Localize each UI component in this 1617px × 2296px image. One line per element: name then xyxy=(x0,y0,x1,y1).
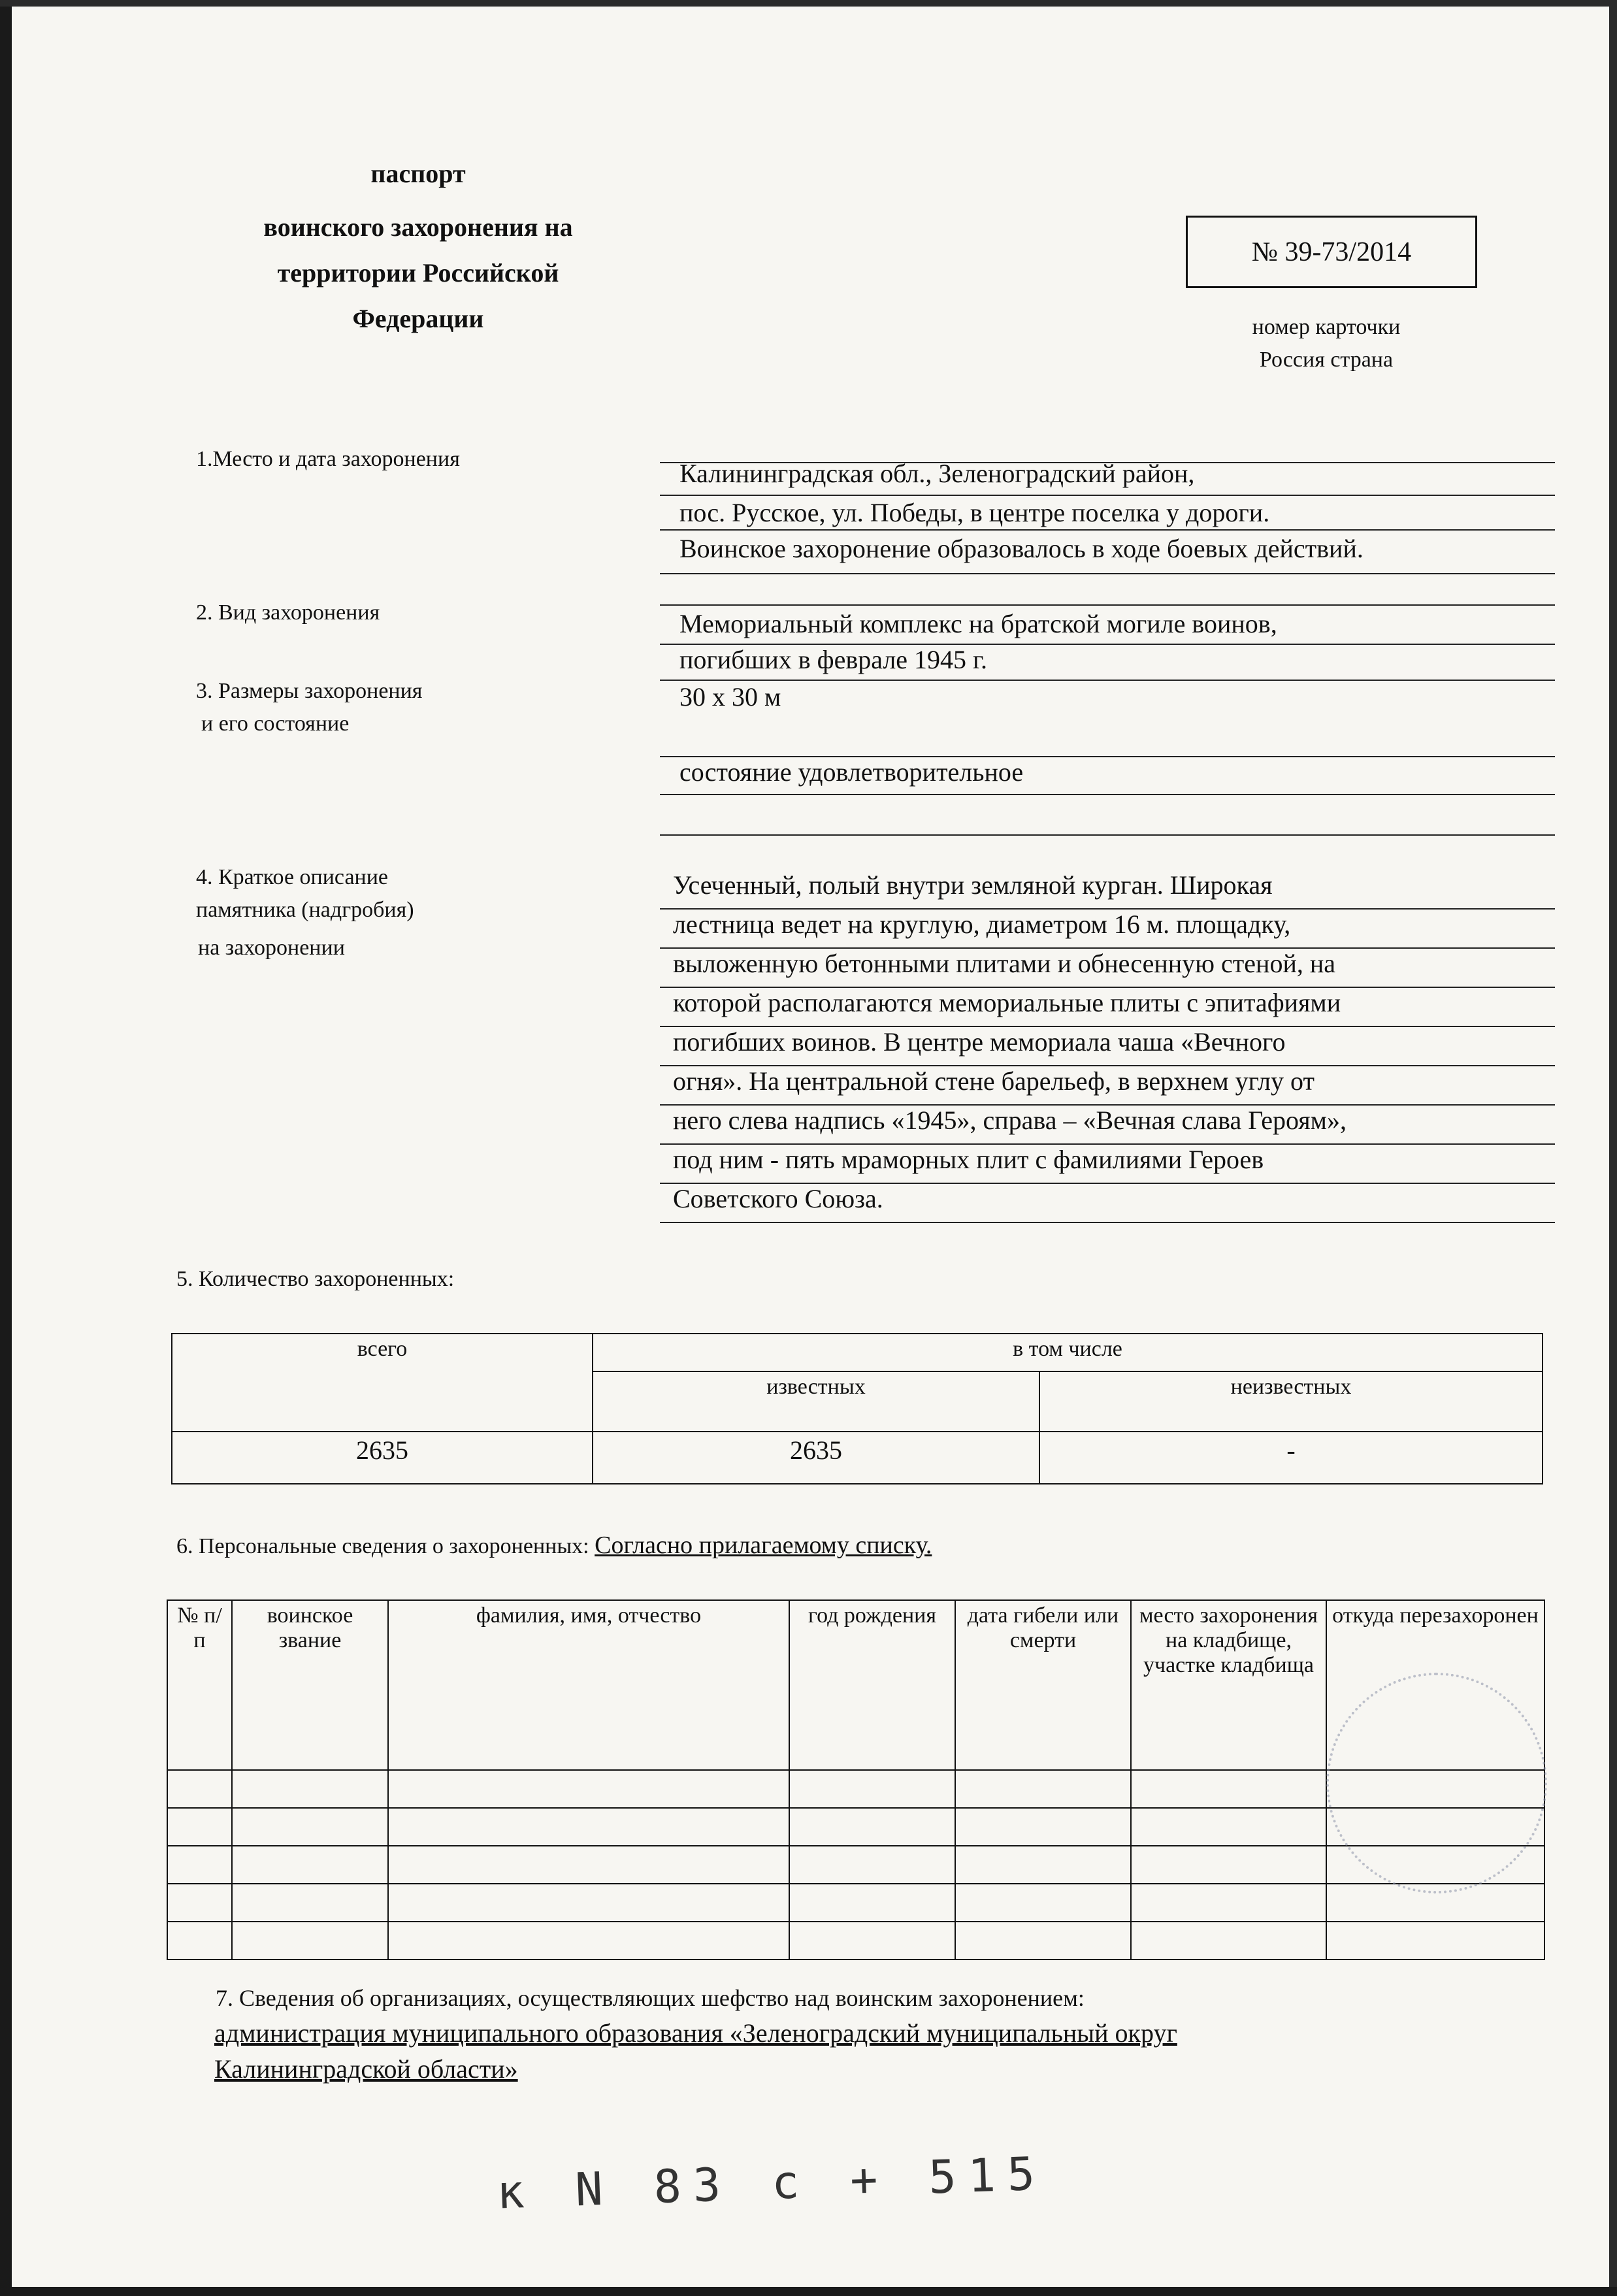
personal-info-label xyxy=(176,1530,932,1562)
description-line: Усеченный, полый внутри земляной курган. Широкая xyxy=(673,870,1273,900)
burial-type-line-2: погибших в феврале 1945 г. xyxy=(679,645,987,674)
patronage-org-line-1: администрация муниципального образования «Зеленоградский муниципальный округ xyxy=(214,2018,1177,2048)
burial-state: состояние удовлетворительное xyxy=(679,757,1024,787)
title-line4: Федерации xyxy=(352,304,484,333)
col-reburied-from: откуда перезахоронен xyxy=(1326,1600,1544,1770)
monument-description xyxy=(673,866,1535,1219)
table-row xyxy=(167,1846,1544,1884)
description-label-3: на захоронении xyxy=(198,936,345,960)
col-rank: воинское звание xyxy=(232,1600,388,1770)
description-line: под ним - пять мраморных плит с фамилиями Героев xyxy=(673,1145,1264,1174)
description-line: Советского Союза. xyxy=(673,1184,883,1213)
title-line3: территории Российской xyxy=(277,258,559,287)
country-caption: Россия страна xyxy=(1259,348,1394,372)
patronage-label: 7. Сведения об организациях, осуществляющих шефство над воинским захоронением: xyxy=(216,1985,1085,2011)
header-including: в том числе xyxy=(593,1334,1543,1371)
description-line: выложенную бетонными плитами и обнесенную стеной, на xyxy=(673,949,1336,978)
known-count: 2635 xyxy=(593,1432,1039,1484)
col-burial-place: место захоронения на кладбище, участке кладбища xyxy=(1131,1600,1326,1770)
burial-type-line-1: Мемориальный комплекс на братской могиле воинов, xyxy=(679,609,1277,638)
col-death-date: дата гибели или смерти xyxy=(955,1600,1131,1770)
size-label-1: 3. Размеры захоронения xyxy=(196,679,423,703)
description-label-2: памятника (надгробия) xyxy=(196,898,414,922)
header-total: всего xyxy=(172,1334,593,1432)
description-line: лестница ведет на круглую, диаметром 16 м. площадку, xyxy=(673,910,1291,939)
card-number-caption: номер карточки xyxy=(1252,315,1401,339)
personal-info-prefix: 6. Персональные сведения о захороненных: xyxy=(176,1534,595,1558)
faint-stamp xyxy=(1326,1673,1547,1894)
col-number: № п/п xyxy=(167,1600,232,1770)
card-number: № 39-73/2014 xyxy=(1251,237,1412,267)
title-passport: паспорт xyxy=(370,159,466,188)
scan-edge-right xyxy=(1609,0,1617,2296)
header-unknown: неизвестных xyxy=(1039,1371,1543,1432)
handwritten-note: к N 83 с + 515 xyxy=(495,2146,1048,2220)
description-label-1: 4. Краткое описание xyxy=(196,865,389,889)
description-line: него слева надпись «1945», справа – «Вечная слава Героям», xyxy=(673,1106,1347,1135)
scan-edge-bottom xyxy=(0,2287,1617,2296)
size-label-2: и его состояние xyxy=(201,712,350,736)
personal-info-value: Согласно прилагаемому списку. xyxy=(595,1532,932,1559)
buried-count-label: 5. Количество захороненных: xyxy=(176,1267,455,1291)
table-row xyxy=(167,1884,1544,1922)
place-line-2: пос. Русское, ул. Победы, в центре поселка у дороги. xyxy=(679,498,1270,527)
card-number-box xyxy=(1186,216,1477,288)
col-full-name: фамилия, имя, отчество xyxy=(388,1600,789,1770)
scan-edge-top xyxy=(0,0,1617,7)
buried-count-table xyxy=(171,1333,1543,1484)
place-date-label: 1.Место и дата захоронения xyxy=(196,447,460,471)
col-birth-year: год рождения xyxy=(789,1600,955,1770)
burial-size: 30 х 30 м xyxy=(679,682,781,712)
title-line2: воинского захоронения на xyxy=(263,212,573,242)
description-line: погибших воинов. В центре мемориала чаша «Вечного xyxy=(673,1027,1286,1057)
place-line-1: Калининградская обл., Зеленоградский район, xyxy=(679,459,1195,488)
description-line: огня». На центральной стене барельеф, в верхнем углу от xyxy=(673,1066,1315,1096)
unknown-count: - xyxy=(1039,1432,1543,1484)
description-line: которой располагаются мемориальные плиты с эпитафиями xyxy=(673,988,1341,1017)
header-known: известных xyxy=(593,1371,1039,1432)
burial-type-label: 2. Вид захоронения xyxy=(196,600,380,625)
total-count: 2635 xyxy=(172,1432,593,1484)
scan-edge-left xyxy=(0,0,12,2296)
place-line-3: Воинское захоронение образовалось в ходе боевых действий. xyxy=(679,534,1364,563)
table-row xyxy=(167,1922,1544,1960)
patronage-org-line-2: Калининградской области» xyxy=(214,2054,518,2084)
